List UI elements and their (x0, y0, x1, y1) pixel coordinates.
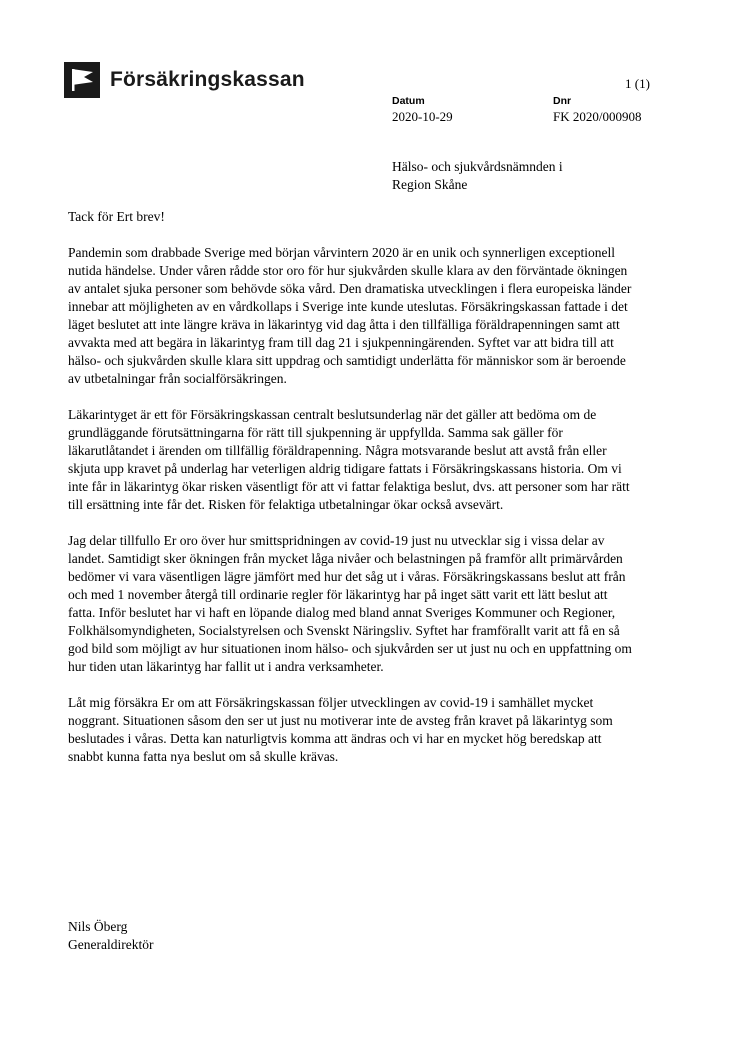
paragraph-2: Läkarintyget är ett för Försäkringskassan centralt beslutsunderlag när det gäller att bedöma om de grundläggande förutsättningarna för rätt till sjukpenning är uppfyllda. Samma sak gäller för läkarutlåtandet i ärenden om tillfällig föräldrapenning. Några motsvarande beslut att avstå från eller skjuta upp kravet på underlag har veterligen aldrig tidigare fattats i Försäkringskassans historia. Om vi inte får in läkarintyg ökar risken väsentligt för att vi fattar felaktiga beslut, dvs. att personer som har rätt till ersättning inte får det. Risken för felaktiga utbetalningar ökar också avsevärt. (68, 407, 630, 512)
signature-name: Nils Öberg (68, 919, 128, 934)
dnr-value: FK 2020/000908 (553, 109, 642, 124)
datum-field (392, 95, 453, 125)
recipient-address (392, 158, 563, 194)
datum-value: 2020-10-29 (392, 109, 453, 124)
greeting: Tack för Ert brev! (68, 209, 165, 224)
paragraph-3: Jag delar tillfullo Er oro över hur smittspridningen av covid-19 just nu utvecklar sig i vissa delar av landet. Samtidigt sker ökningen från mycket låga nivåer och belastningen på framför allt primärvården bedömer vi vara väsentligen lägre jämfört med hur det såg ut i våras. Försäkringskassans beslut att från och med 1 november återgå till ordinarie regler för läkarintyg har på inget sätt varit ett lätt beslut att fatta. Inför beslutet har vi haft en löpande dialog med bland annat Sveriges Kommuner och Regioner, Folkhälsomyndigheten, Socialstyrelsen och Svenskt Näringsliv. Syftet har framförallt varit att få en så god bild som möjligt av hur situationen inom hälso- och sjukvården ser ut just nu och en uppfattning om hur tiden utan läkarintyg har fallit ut i andra verksamheter. (68, 533, 632, 674)
signature-block (68, 918, 153, 954)
recipient-line-2: Region Skåne (392, 177, 468, 192)
dnr-field (553, 95, 641, 125)
datum-label: Datum (392, 95, 425, 107)
forsakringskassan-logo-icon (64, 62, 100, 98)
recipient-line-1: Hälso- och sjukvårdsnämnden i (392, 159, 563, 174)
paragraph-1: Pandemin som drabbade Sverige med början vårvintern 2020 är en unik och synnerligen exceptionell nutida händelse. Under våren rådde stor oro för hur sjukvården skulle klara av den förväntade ökningen av antalet sjuka personer som behövde söka vård. Den dramatiska utvecklingen i flera europeiska länder innebar att möjligheten av en vårdkollaps i Sverige inte kunde uteslutas. Försäkringskassan fattade i det läget beslutet att inte längre kräva in läkarintyg vid dag åtta i den tillfälliga föräldrapenningen samt att avvakta med att begära in läkarintyg fram till dag 21 i sjukpenningärenden. Syftet var att bidra till att hälso- och sjukvården skulle klara sitt uppdrag och samtidigt underlätta för människor som är beroende av utbetalningar från socialförsäkringen. (68, 245, 632, 386)
letter-body (68, 208, 635, 784)
paragraph-4: Låt mig försäkra Er om att Försäkringskassan följer utvecklingen av covid-19 i samhället mycket noggrant. Situationen såsom den ser ut just nu motiverar inte de avsteg från kravet på läkarintyg som beslutades i våras. Detta kan naturligtvis komma att ändras och vi har en mycket hög beredskap att snabbt kunna fatta nya beslut om så skulle krävas. (68, 695, 613, 764)
signature-title: Generaldirektör (68, 937, 154, 952)
dnr-label: Dnr (553, 95, 572, 107)
letterhead (64, 62, 305, 98)
logo-wordmark: Försäkringskassan (110, 68, 305, 91)
page-number: 1 (1) (625, 76, 650, 91)
